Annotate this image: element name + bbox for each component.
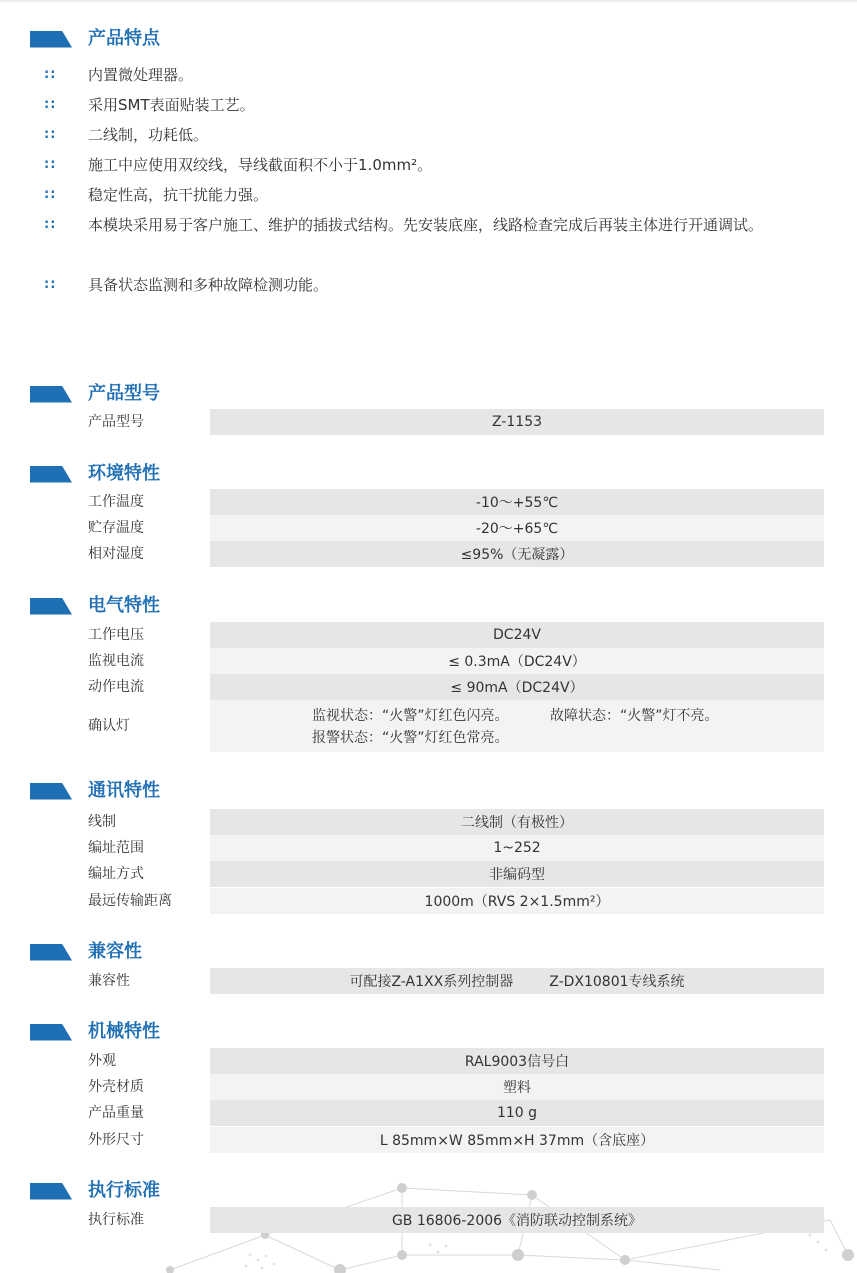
feature-text: 稳定性高，抗干扰能力强。	[88, 186, 269, 204]
spec-row-dimensions	[88, 1127, 824, 1153]
spec-row-model	[88, 409, 824, 435]
spec-row-working-temp	[88, 489, 824, 515]
section-flag-icon	[30, 944, 72, 961]
section-flag-icon	[30, 1183, 72, 1200]
spec-value: 二线制（有极性）	[210, 809, 824, 835]
spec-value: -20～+65℃	[210, 515, 824, 541]
spec-label: 执行标准	[88, 1212, 144, 1228]
spec-row-weight	[88, 1100, 824, 1126]
spec-row-voltage	[88, 622, 824, 648]
bullet-icon: ::	[44, 97, 57, 112]
spec-label: 外观	[88, 1053, 116, 1069]
spec-label: 外形尺寸	[88, 1132, 144, 1148]
spec-value: ≤ 0.3mA（DC24V）	[210, 648, 824, 674]
spec-row-indicator	[88, 700, 824, 752]
spec-label: 相对湿度	[88, 546, 144, 562]
spec-row-storage-temp	[88, 515, 824, 541]
spec-value: 塑料	[210, 1074, 824, 1100]
bullet-icon: ::	[44, 127, 57, 142]
spec-row-monitor-current	[88, 648, 824, 674]
feature-text: 二线制，功耗低。	[88, 126, 209, 144]
spec-value	[210, 968, 824, 994]
spec-label: 编址范围	[88, 840, 144, 856]
section-flag-icon	[30, 783, 72, 800]
spec-label: 产品型号	[88, 414, 144, 430]
spec-label: 确认灯	[88, 718, 130, 734]
bullet-icon: ::	[44, 157, 57, 172]
spec-label: 线制	[88, 814, 116, 830]
section-title: 兼容性	[88, 941, 142, 962]
feature-text: 内置微处理器。	[88, 66, 194, 84]
section-title: 产品型号	[88, 383, 160, 404]
spec-value: Z-1153	[210, 409, 824, 435]
spec-row-address-mode	[88, 861, 824, 887]
section-title: 环境特性	[88, 463, 160, 484]
indicator-monitor-state: 监视状态：“火警”灯红色闪亮。	[312, 708, 509, 724]
section-header-model	[30, 382, 160, 406]
spec-value: ≤ 90mA（DC24V）	[210, 674, 824, 700]
feature-item	[44, 120, 834, 150]
spec-value: -10～+55℃	[210, 489, 824, 515]
feature-text: 采用SMT表面贴装工艺。	[88, 96, 255, 114]
feature-item	[44, 90, 834, 120]
spec-label: 监视电流	[88, 653, 144, 669]
spec-value: 1000m（RVS 2×1.5mm²）	[210, 888, 824, 914]
section-header-mechanical	[30, 1020, 160, 1044]
feature-text: 本模块采用易于客户施工、维护的插拔式结构。先安装底座，线路检查完成后再装主体进行开通调试。	[88, 216, 764, 234]
spec-label: 外壳材质	[88, 1079, 144, 1095]
spec-value	[210, 700, 824, 752]
spec-label: 工作电压	[88, 627, 144, 643]
section-title: 执行标准	[88, 1180, 160, 1201]
spec-value: 非编码型	[210, 861, 824, 887]
spec-label: 工作温度	[88, 494, 144, 510]
section-title: 产品特点	[88, 28, 160, 49]
spec-row-max-distance	[88, 888, 824, 914]
bullet-icon: ::	[44, 187, 57, 202]
spec-label: 编址方式	[88, 866, 144, 882]
section-flag-icon	[30, 386, 72, 403]
spec-row-compatibility	[88, 968, 824, 994]
spec-value: GB 16806-2006《消防联动控制系统》	[210, 1207, 824, 1233]
spec-row-wiring	[88, 809, 824, 835]
feature-text: 具备状态监测和多种故障检测功能。	[88, 276, 329, 294]
spec-value: DC24V	[210, 622, 824, 648]
indicator-alarm-state: 报警状态：“火警”灯红色常亮。	[312, 730, 509, 746]
spec-label: 动作电流	[88, 679, 144, 695]
compatible-system: Z-DX10801专线系统	[549, 974, 685, 990]
feature-item	[44, 60, 834, 90]
spec-label: 贮存温度	[88, 520, 144, 536]
spec-row-standard	[88, 1207, 824, 1233]
feature-item	[44, 270, 834, 300]
bullet-icon: ::	[44, 217, 57, 232]
top-divider	[0, 0, 857, 3]
spec-value: RAL9003信号白	[210, 1048, 824, 1074]
bullet-icon: ::	[44, 277, 57, 292]
section-flag-icon	[30, 598, 72, 615]
section-flag-icon	[30, 466, 72, 483]
feature-item	[44, 150, 834, 180]
section-title: 机械特性	[88, 1021, 160, 1042]
spec-label: 产品重量	[88, 1105, 144, 1121]
section-header-communication	[30, 779, 160, 803]
spec-label: 兼容性	[88, 973, 130, 989]
section-flag-icon	[30, 1024, 72, 1041]
spec-row-action-current	[88, 674, 824, 700]
feature-item	[44, 210, 834, 270]
spec-row-humidity	[88, 541, 824, 567]
spec-value: ≤95%（无凝露）	[210, 541, 824, 567]
section-header-features	[30, 27, 160, 51]
spec-value: L 85mm×W 85mm×H 37mm（含底座）	[210, 1127, 824, 1153]
spec-row-appearance	[88, 1048, 824, 1074]
spec-value: 1~252	[210, 835, 824, 861]
indicator-fault-state: 故障状态：“火警”灯不亮。	[550, 708, 719, 724]
feature-text: 施工中应使用双绞线，导线截面积不小于1.0mm²。	[88, 156, 433, 174]
section-header-compatibility	[30, 940, 142, 964]
section-header-standard	[30, 1179, 160, 1203]
spec-row-address-range	[88, 835, 824, 861]
section-header-electrical	[30, 594, 160, 618]
bullet-icon: ::	[44, 67, 57, 82]
spec-label: 最远传输距离	[88, 893, 172, 909]
compatible-controller: 可配接Z-A1XX系列控制器	[349, 974, 514, 990]
section-header-environment	[30, 462, 160, 486]
feature-item	[44, 180, 834, 210]
spec-value: 110 g	[210, 1100, 824, 1126]
spec-row-material	[88, 1074, 824, 1100]
section-flag-icon	[30, 31, 72, 48]
section-title: 通讯特性	[88, 780, 160, 801]
section-title: 电气特性	[88, 595, 160, 616]
